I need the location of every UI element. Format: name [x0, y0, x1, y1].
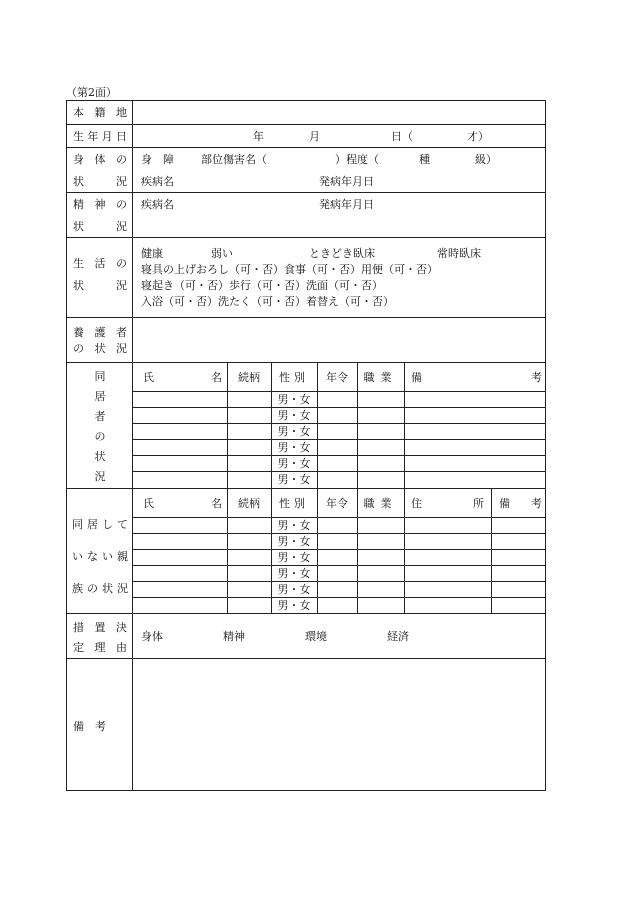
relation-header: 続柄 — [238, 497, 260, 510]
relation-header: 続柄 — [238, 371, 260, 384]
sex-cell[interactable]: 男・女 — [277, 567, 311, 580]
birthdate-label: 生 年 月 日 — [73, 130, 127, 143]
physical-status-row — [67, 147, 545, 192]
life-status-field[interactable] — [133, 238, 545, 317]
honseki-label: 本 籍 地 — [73, 106, 127, 119]
life-label-1: 生 活 の — [73, 257, 127, 270]
cohabitant-label-char: 者 — [94, 410, 106, 423]
address-header: 所 — [473, 497, 484, 510]
name-header: 氏 — [143, 371, 154, 384]
birthdate-field[interactable] — [133, 125, 545, 147]
injury-part-label: 部位傷害名（ — [201, 153, 267, 166]
cohabitant-table — [133, 363, 545, 488]
occupation-header: 職業 — [363, 497, 398, 510]
weak-option[interactable]: 弱い — [211, 247, 233, 260]
sex-cell[interactable]: 男・女 — [277, 599, 311, 612]
guardian-status-row — [67, 317, 545, 362]
sex-cell[interactable]: 男・女 — [277, 535, 311, 548]
daily-activities-line-3: 入浴（可・否）洗たく（可・否）着替え（可・否） — [141, 295, 394, 308]
degree-label: ）程度（ — [335, 153, 379, 166]
mental-status-row — [67, 192, 545, 237]
measure-label-1: 措 置 決 — [73, 621, 127, 634]
relatives-label-3: 族 の 状 況 — [72, 582, 128, 595]
remarks-header: 考 — [531, 371, 542, 384]
honseki-field[interactable] — [133, 101, 545, 124]
occupation-header: 職業 — [363, 371, 398, 384]
cohabitant-label-char: の — [94, 430, 106, 443]
health-option[interactable]: 健康 — [141, 247, 163, 260]
disability-label: 身 障 — [141, 153, 174, 166]
sex-header: 性別 — [279, 497, 309, 510]
relatives-label-2: い な い 親 — [72, 550, 128, 563]
non-cohabiting-relatives-section — [67, 488, 545, 613]
measure-label-2: 定 理 由 — [73, 641, 127, 654]
address-header: 住 — [411, 497, 422, 510]
sex-header: 性別 — [279, 371, 309, 384]
grade-label: 級） — [475, 153, 497, 166]
type-label: 種 — [419, 153, 430, 166]
physical-label-1: 身 体 の — [73, 153, 127, 166]
month-label: 月 — [309, 130, 320, 143]
mental-label-1: 精 神 の — [73, 198, 127, 211]
age-header: 年令 — [326, 497, 348, 510]
name-header: 名 — [211, 497, 222, 510]
measure-reason-field — [133, 614, 545, 658]
onset-date-label: 発病年月日 — [319, 175, 374, 188]
daily-activities-line-1: 寝具の上げおろし（可・否）食事（可・否）用便（可・否） — [141, 263, 438, 276]
remarks-header: 考 — [531, 497, 542, 510]
cohabitant-label-char: 況 — [94, 470, 106, 483]
sex-cell[interactable]: 男・女 — [277, 551, 311, 564]
remarks-field[interactable] — [133, 659, 545, 790]
sex-cell[interactable]: 男・女 — [277, 409, 311, 422]
guardian-status-field[interactable] — [133, 318, 545, 362]
mental-label-2: 状 況 — [73, 220, 127, 233]
always-bedridden-option[interactable]: 常時臥床 — [437, 247, 481, 260]
physical-label-2: 状 況 — [73, 175, 127, 188]
relatives-table — [133, 489, 545, 613]
page-number-label: （第2面） — [66, 86, 117, 99]
sex-cell[interactable]: 男・女 — [277, 473, 311, 486]
cohabitant-section — [67, 362, 545, 488]
name-header: 名 — [211, 371, 222, 384]
guardian-label-2: の 状 況 — [73, 342, 127, 355]
birthdate-row — [67, 124, 545, 147]
sex-cell[interactable]: 男・女 — [277, 519, 311, 532]
daily-activities-line-2: 寝起き（可・否）歩行（可・否）洗面（可・否） — [141, 279, 383, 292]
cohabitant-label-char: 同 — [94, 370, 106, 383]
disease-name-label: 疾病名 — [141, 175, 174, 188]
economic-reason-option[interactable]: 経済 — [387, 630, 409, 643]
remarks-header: 備 — [499, 497, 510, 510]
honseki-row — [67, 101, 545, 124]
mental-onset-label: 発病年月日 — [319, 198, 374, 211]
age-header: 年令 — [326, 371, 348, 384]
guardian-label-1: 養 護 者 — [73, 326, 127, 339]
cohabitant-label-char: 居 — [94, 390, 106, 403]
life-label-2: 状 況 — [73, 279, 127, 292]
environment-reason-option[interactable]: 環境 — [305, 630, 327, 643]
registration-form — [66, 100, 546, 791]
mental-disease-label: 疾病名 — [141, 198, 174, 211]
name-header: 氏 — [143, 497, 154, 510]
mental-status-field[interactable] — [133, 193, 545, 237]
sometimes-bedridden-option[interactable]: ときどき臥床 — [309, 247, 375, 260]
sex-cell[interactable]: 男・女 — [277, 583, 311, 596]
physical-reason-option[interactable]: 身体 — [141, 630, 163, 643]
day-label: 日（ — [391, 130, 413, 143]
life-status-row — [67, 237, 545, 317]
remarks-header: 備 — [411, 371, 422, 384]
remarks-label: 備 考 — [73, 720, 106, 733]
sex-cell[interactable]: 男・女 — [277, 393, 311, 406]
cohabitant-label-char: 状 — [94, 450, 106, 463]
physical-status-field[interactable] — [133, 148, 545, 192]
sex-cell[interactable]: 男・女 — [277, 457, 311, 470]
relatives-label-1: 同 居 し て — [72, 518, 128, 531]
measure-reason-row — [67, 613, 545, 658]
remarks-row — [67, 658, 545, 790]
age-label: 才） — [467, 130, 489, 143]
mental-reason-option[interactable]: 精神 — [223, 630, 245, 643]
sex-cell[interactable]: 男・女 — [277, 441, 311, 454]
sex-cell[interactable]: 男・女 — [277, 425, 311, 438]
year-label: 年 — [253, 130, 264, 143]
